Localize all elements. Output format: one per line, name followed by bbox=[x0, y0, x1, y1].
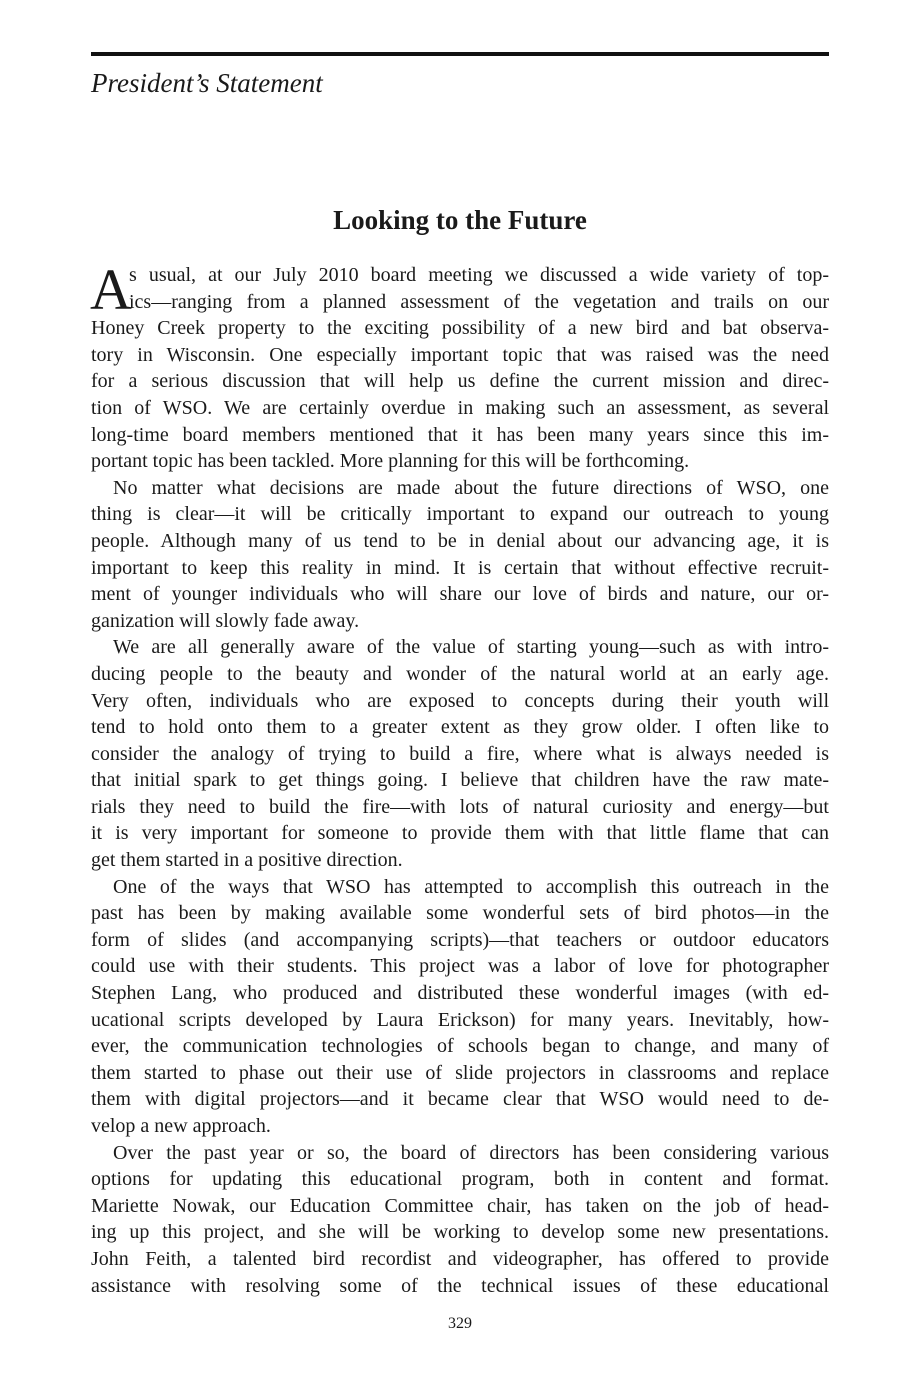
text-line: for a serious discussion that will help us define the current mission and direc- bbox=[91, 370, 829, 393]
text-line: No matter what decisions are made about the future directions of WSO, one bbox=[113, 476, 829, 499]
text-line: thing is clear—it will be critically important to expand our outreach to young bbox=[91, 503, 829, 526]
text-line: it is very important for someone to provide them with that little flame that can bbox=[91, 822, 829, 845]
text-line: consider the analogy of trying to build a fire, where what is always needed is bbox=[91, 742, 829, 765]
text-line: One of the ways that WSO has attempted to accomplish this outreach in the bbox=[113, 875, 829, 898]
text-line: get them started in a positive direction. bbox=[91, 849, 403, 872]
page-number: 329 bbox=[448, 1315, 472, 1332]
text-line: tory in Wisconsin. One especially important topic that was raised was the need bbox=[91, 343, 829, 366]
text-line: ics—ranging from a planned assessment of the vegetation and trails on our bbox=[129, 290, 829, 313]
text-line: Over the past year or so, the board of directors has been considering various bbox=[113, 1141, 829, 1164]
text-line: John Feith, a talented bird recordist and videographer, has offered to provide bbox=[91, 1247, 829, 1270]
text-line: s usual, at our July 2010 board meeting we discussed a wide variety of top- bbox=[129, 264, 829, 286]
text-line: portant topic has been tackled. More planning for this will be forthcoming. bbox=[91, 450, 690, 473]
text-line: We are all generally aware of the value of starting young—such as with intro- bbox=[113, 636, 829, 659]
article-body bbox=[90, 257, 829, 1299]
text-line: options for updating this educational program, both in content and format. bbox=[91, 1168, 829, 1191]
paragraph bbox=[91, 634, 829, 873]
text-line: could use with their students. This project was a labor of love for photographer bbox=[91, 955, 829, 978]
paragraph bbox=[90, 257, 829, 475]
text-line: Honey Creek property to the exciting possibility of a new bird and bat observa- bbox=[91, 317, 829, 340]
text-line: important to keep this reality in mind. It is certain that without effective recruit- bbox=[91, 556, 829, 579]
header-rule bbox=[91, 52, 829, 56]
text-line: them with digital projectors—and it became clear that WSO would need to de- bbox=[91, 1088, 829, 1111]
text-line: long-time board members mentioned that it has been many years since this im- bbox=[91, 423, 829, 446]
text-line: tion of WSO. We are certainly overdue in making such an assessment, as several bbox=[91, 396, 829, 419]
text-line: tend to hold onto them to a greater extent as they grow older. I often like to bbox=[91, 716, 829, 739]
text-line: Mariette Nowak, our Education Committee chair, has taken on the job of head- bbox=[91, 1194, 829, 1217]
text-line: velop a new approach. bbox=[91, 1115, 271, 1137]
text-line: ucational scripts developed by Laura Erickson) for many years. Inevitably, how- bbox=[91, 1008, 829, 1031]
text-line: ganization will slowly fade away. bbox=[91, 609, 360, 632]
article-title: Looking to the Future bbox=[333, 205, 587, 235]
text-line: form of slides (and accompanying scripts)—that teachers or outdoor educators bbox=[91, 928, 829, 951]
text-line: them started to phase out their use of slide projectors in classrooms and replace bbox=[91, 1061, 829, 1084]
text-line: ducing people to the beauty and wonder of the natural world at an early age. bbox=[91, 662, 829, 685]
section-title: President’s Statement bbox=[91, 68, 323, 98]
paragraph bbox=[91, 1140, 829, 1300]
drop-cap: A bbox=[90, 257, 132, 322]
text-line: ment of younger individuals who will share our love of birds and nature, our or- bbox=[91, 583, 829, 606]
text-line: people. Although many of us tend to be in denial about our advancing age, it is bbox=[91, 529, 829, 552]
text-line: ever, the communication technologies of schools began to change, and many of bbox=[91, 1035, 829, 1058]
text-line: Very often, individuals who are exposed to concepts during their youth will bbox=[91, 689, 829, 712]
text-line: Stephen Lang, who produced and distributed these wonderful images (with ed- bbox=[91, 982, 829, 1005]
text-line: rials they need to build the fire—with lots of natural curiosity and energy—but bbox=[91, 795, 829, 818]
text-line: that initial spark to get things going. I believe that children have the raw mate- bbox=[91, 769, 829, 792]
paragraph bbox=[91, 874, 829, 1140]
text-line: past has been by making available some wonderful sets of bird photos—in the bbox=[91, 902, 829, 925]
text-line: ing up this project, and she will be working to develop some new presentations. bbox=[91, 1221, 829, 1244]
paragraph bbox=[91, 475, 829, 635]
text-line: assistance with resolving some of the technical issues of these educational bbox=[91, 1274, 829, 1297]
